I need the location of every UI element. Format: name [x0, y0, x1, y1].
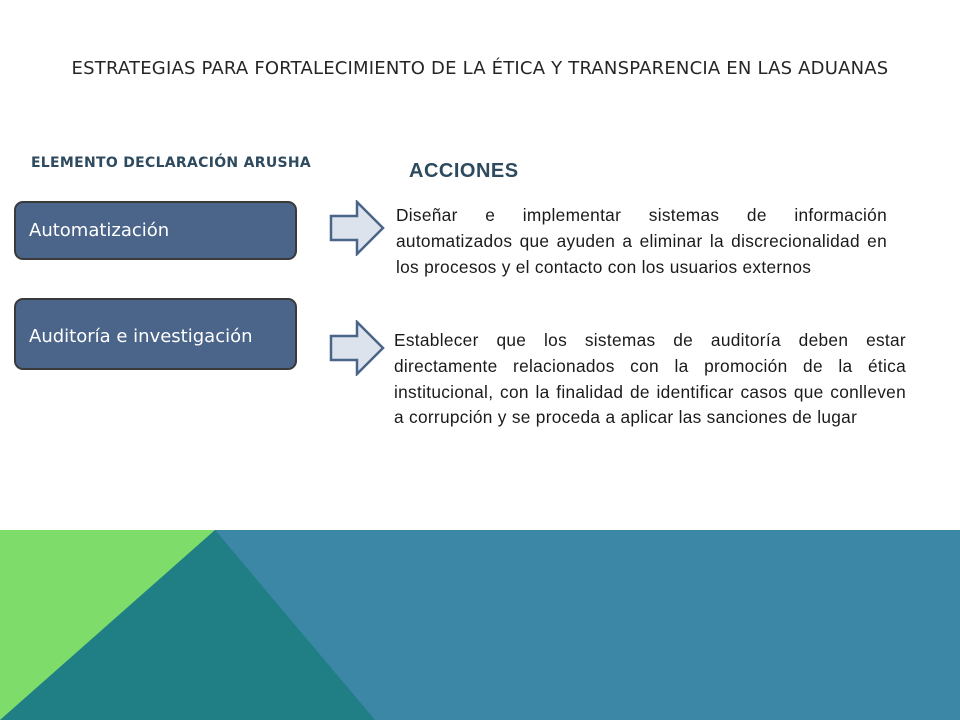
actions-column-heading: ACCIONES [409, 160, 519, 182]
element-box-automatizacion [14, 201, 297, 260]
element-box-auditoria [14, 298, 297, 370]
action-text: Establecer que los sistemas de auditoría deben estar directamente relacionados con la promoción de la ética institucional, con la finalidad de identificar casos que conlleven a corrupción y se proceda a aplicar las sanciones de lugar [394, 330, 906, 428]
slide-title: ESTRATEGIAS PARA FORTALECIMIENTO DE LA ÉTICA Y TRANSPARENCIA EN LAS ADUANAS [71, 58, 889, 79]
element-label: Auditoría e investigación [29, 326, 253, 347]
element-column-heading: ELEMENTO DECLARACIÓN ARUSHA [30, 155, 312, 171]
decorative-footer-band [0, 530, 960, 720]
element-label: Automatización [29, 220, 170, 241]
right-block-arrow-icon [329, 200, 385, 256]
right-block-arrow-icon [329, 320, 385, 376]
action-text: Diseñar e implementar sistemas de información automatizados que ayuden a eliminar la discrecionalidad en los procesos y el contacto con los usuarios externos [396, 205, 887, 277]
